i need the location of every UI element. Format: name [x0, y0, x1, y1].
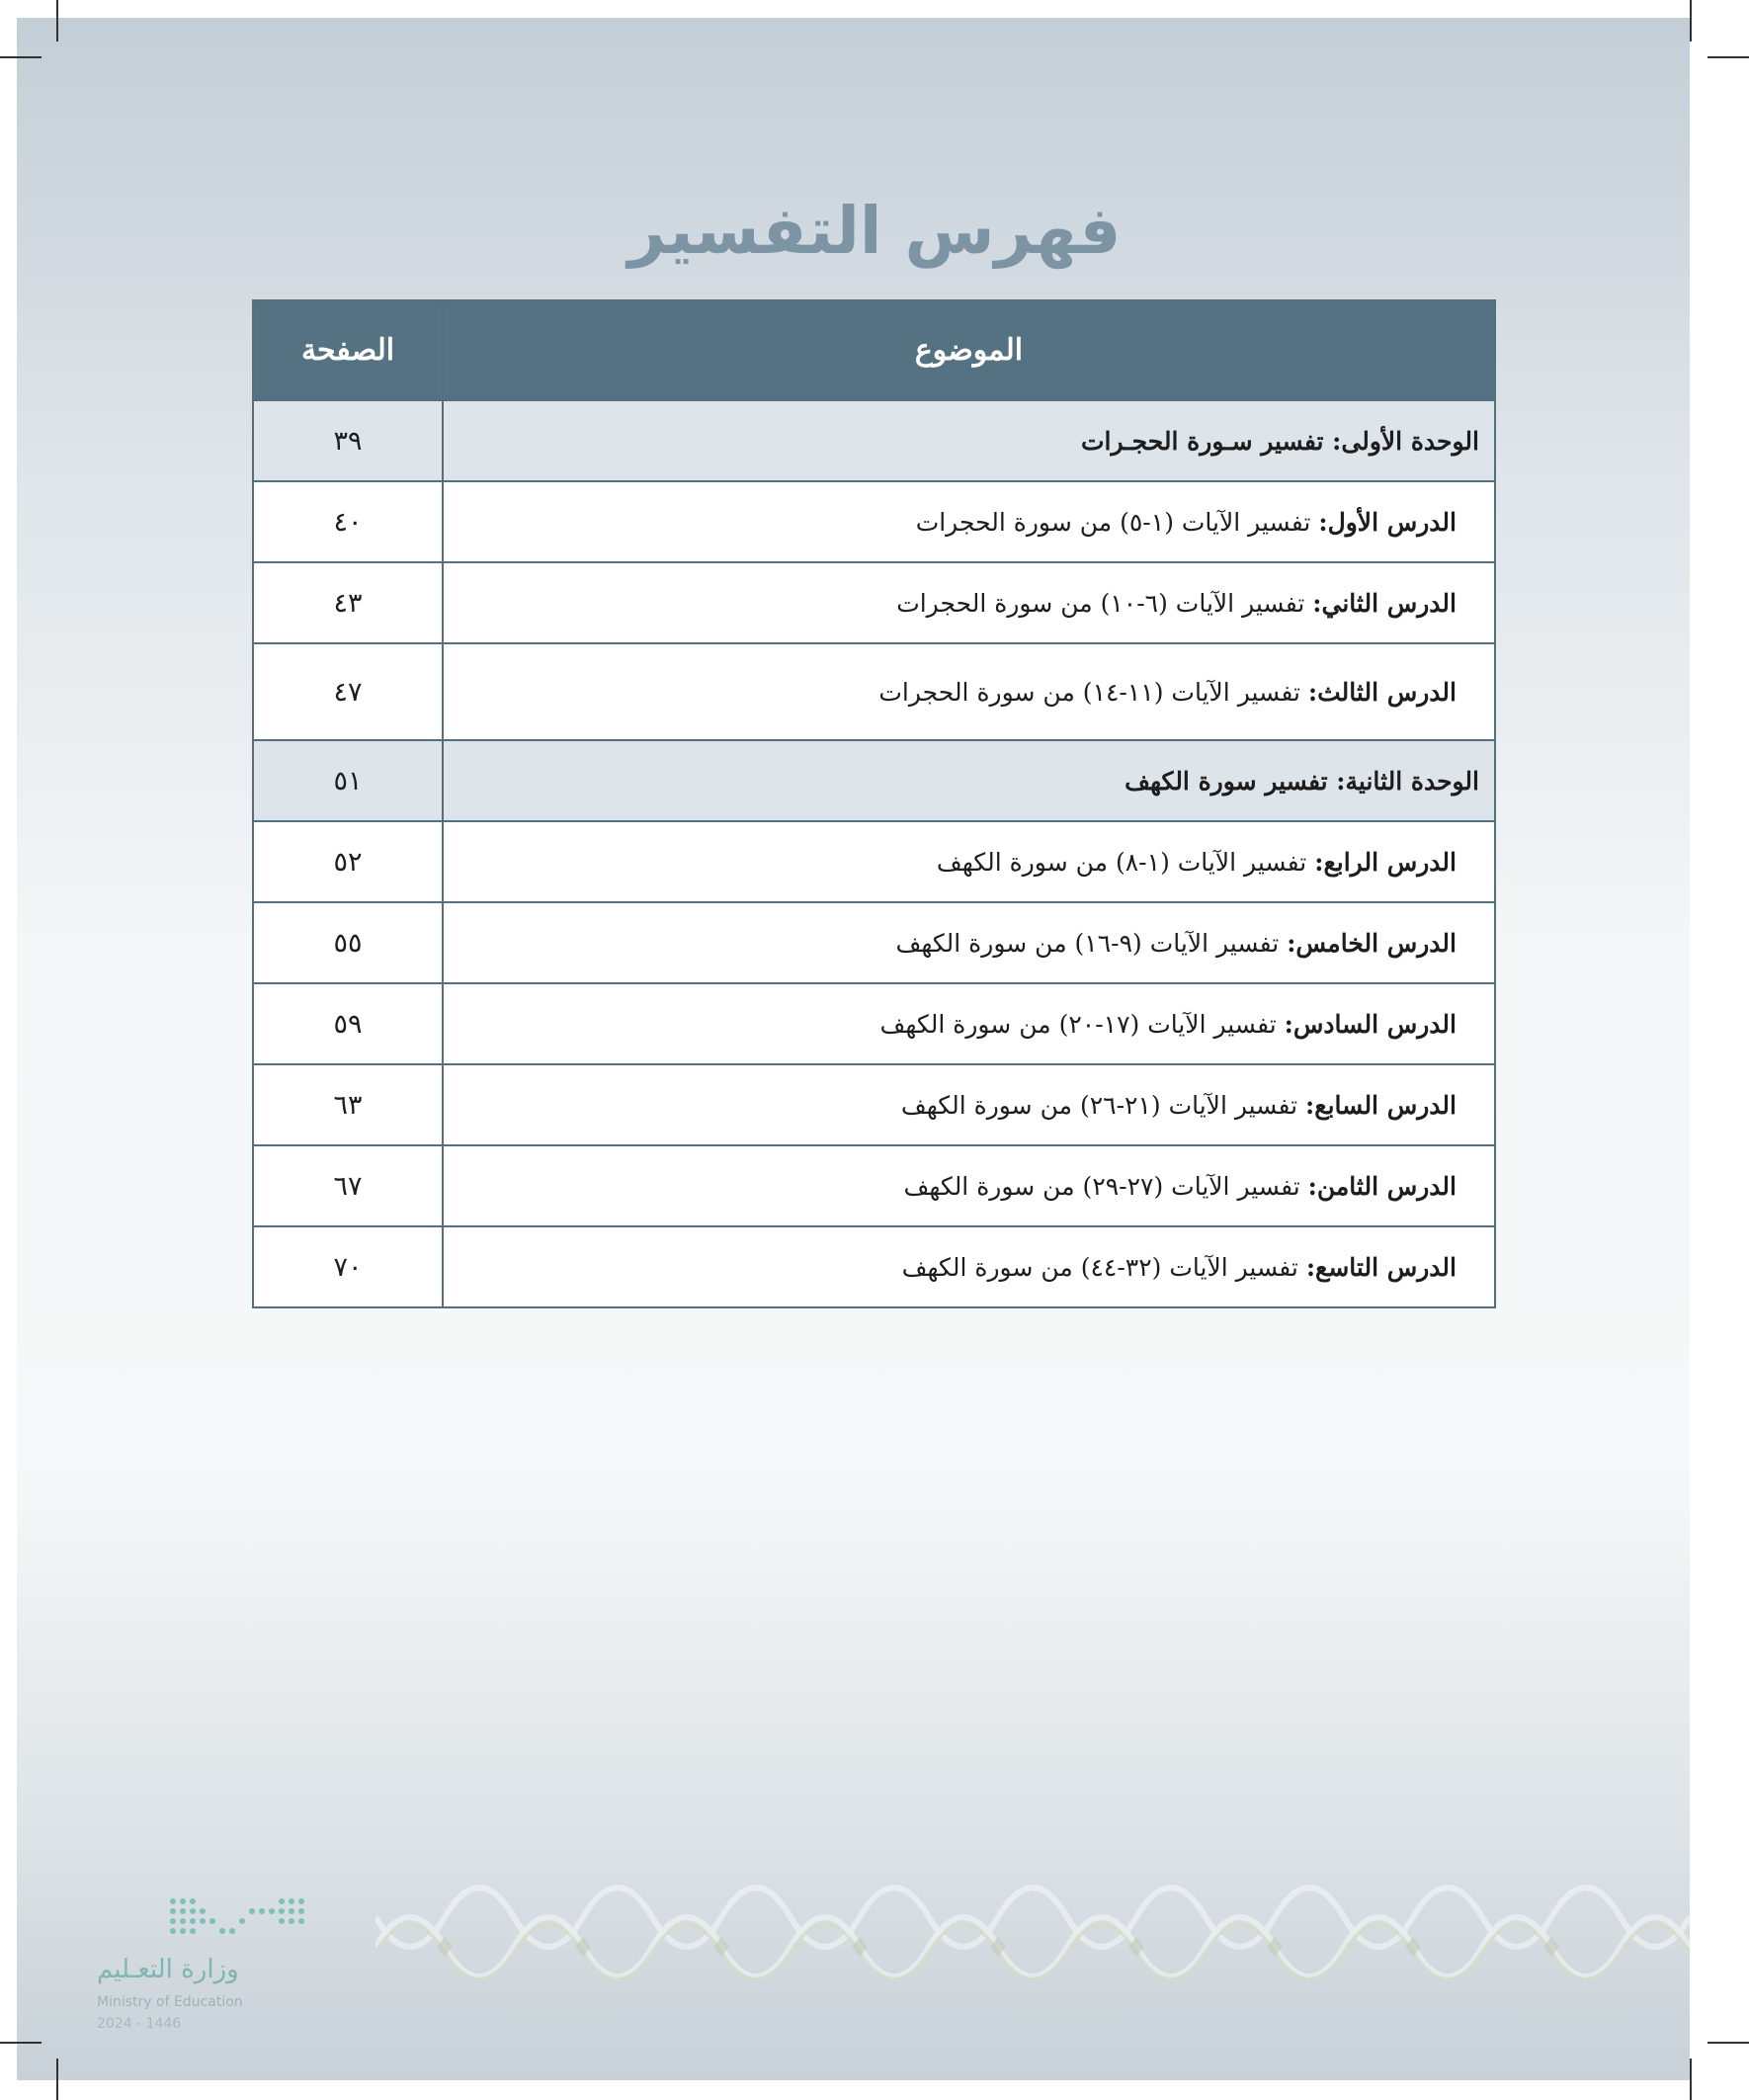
ministry-name-en: Ministry of Education	[97, 1994, 243, 2010]
topic-text: تفسير الآيات (١١-١٤) من سورة الحجرات	[878, 677, 1308, 707]
topic-text: تفسير الآيات (٣٢-٤٤) من سورة الكهف	[901, 1252, 1306, 1282]
ornament-border-icon	[375, 1878, 1690, 1986]
topic-cell	[443, 902, 1495, 983]
topic-text: تفسير الآيات (٢٧-٢٩) من سورة الكهف	[903, 1171, 1308, 1201]
page-number[interactable]: ٤٧	[253, 643, 443, 740]
crop-mark	[56, 2058, 58, 2100]
lesson-label: الدرس الثالث:	[1307, 677, 1457, 707]
edition-year: 2024 - 1446	[97, 2016, 182, 2032]
topic-text: تفسير الآيات (١-٨) من سورة الكهف	[936, 847, 1315, 877]
topic-text: تفسير الآيات (٢١-٢٦) من سورة الكهف	[900, 1090, 1306, 1120]
header-topic: الموضوع	[443, 300, 1495, 400]
unit-row	[253, 740, 1495, 821]
topic-text: تفسير سـورة الحجـرات	[1081, 426, 1333, 456]
page-number[interactable]: ٤٣	[253, 562, 443, 643]
lesson-label: الدرس الأول:	[1318, 507, 1457, 537]
crop-mark	[56, 0, 58, 42]
topic-text: تفسير الآيات (١-٥) من سورة الحجرات	[915, 507, 1319, 537]
page-number[interactable]: ٦٣	[253, 1064, 443, 1145]
topic-cell	[443, 1226, 1495, 1307]
lesson-label: الدرس الرابع:	[1314, 847, 1457, 877]
page-number[interactable]: ٣٩	[253, 400, 443, 481]
lesson-label: الدرس السابع:	[1305, 1090, 1457, 1120]
lesson-row	[253, 643, 1495, 740]
lesson-label: الدرس الثامن:	[1307, 1171, 1457, 1201]
crop-mark	[0, 2042, 42, 2044]
lesson-row	[253, 1064, 1495, 1145]
ministry-name-ar: وزارة التعـليم	[97, 1955, 239, 1984]
crop-mark	[1690, 2058, 1692, 2100]
lesson-label: الدرس الخامس:	[1287, 928, 1457, 958]
lesson-label: الدرس السادس:	[1284, 1009, 1457, 1039]
toc-header-row	[253, 300, 1495, 400]
topic-cell	[443, 562, 1495, 643]
topic-cell	[443, 1145, 1495, 1226]
lesson-label: الدرس الثاني:	[1312, 588, 1457, 618]
crop-mark	[0, 56, 42, 58]
topic-text: تفسير الآيات (٦-١٠) من سورة الحجرات	[896, 588, 1313, 618]
topic-text: تفسير الآيات (٩-١٦) من سورة الكهف	[895, 928, 1288, 958]
unit-row	[253, 400, 1495, 481]
lesson-row	[253, 1226, 1495, 1307]
topic-cell	[443, 1064, 1495, 1145]
page-number[interactable]: ٥٥	[253, 902, 443, 983]
lesson-row	[253, 902, 1495, 983]
crop-mark	[1690, 0, 1692, 42]
page-number[interactable]: ٧٠	[253, 1226, 443, 1307]
topic-text: تفسير سورة الكهف	[1124, 766, 1337, 796]
lesson-row	[253, 481, 1495, 562]
topic-cell	[443, 983, 1495, 1064]
lesson-row	[253, 1145, 1495, 1226]
topic-cell	[443, 643, 1495, 740]
header-page: الصفحة	[253, 300, 443, 400]
crop-mark	[1707, 2042, 1749, 2044]
page-number[interactable]: ٥٩	[253, 983, 443, 1064]
unit-label: الوحدة الثانية:	[1336, 766, 1479, 796]
page-number[interactable]: ٥١	[253, 740, 443, 821]
topic-cell	[443, 481, 1495, 562]
page-number[interactable]: ٥٢	[253, 821, 443, 902]
toc-table	[252, 299, 1496, 1308]
unit-label: الوحدة الأولى:	[1332, 426, 1479, 456]
topic-cell	[443, 821, 1495, 902]
topic-cell	[443, 400, 1495, 481]
lesson-row	[253, 821, 1495, 902]
lesson-label: الدرس التاسع:	[1305, 1252, 1457, 1282]
page-number[interactable]: ٦٧	[253, 1145, 443, 1226]
lesson-row	[253, 983, 1495, 1064]
lesson-row	[253, 562, 1495, 643]
crop-mark	[1707, 56, 1749, 58]
topic-text: تفسير الآيات (١٧-٢٠) من سورة الكهف	[879, 1009, 1285, 1039]
page-title: فهرس التفسير	[627, 193, 1122, 269]
page-number[interactable]: ٤٠	[253, 481, 443, 562]
topic-cell	[443, 740, 1495, 821]
